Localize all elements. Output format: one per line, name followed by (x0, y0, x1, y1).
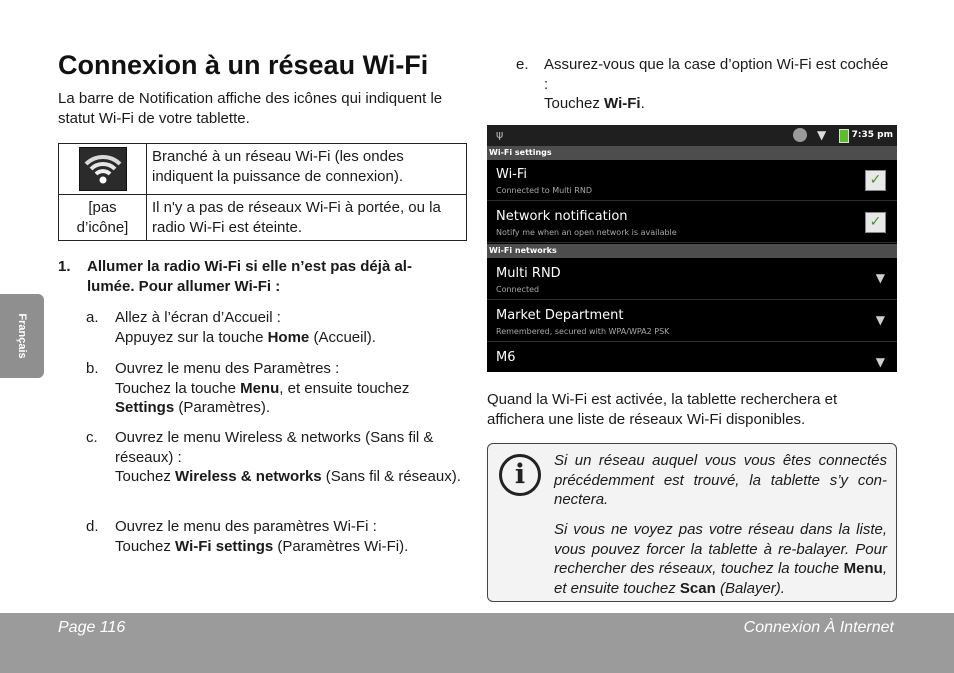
note-text: Si vous ne voyez pas votre réseau dans la liste, vous pouvez forcer la tablette à re-balayer. Pour rechercher des réseaux, touchez la touche (554, 521, 887, 577)
wifi-signal-icon: ▼ (875, 355, 885, 369)
section-name: Connexion À Internet (743, 619, 894, 636)
substep-line: Ouvrez le menu des Paramètres : (115, 360, 340, 377)
substep-text: . (640, 95, 645, 112)
substep-e (516, 55, 896, 114)
substep-text: Touchez (115, 537, 176, 555)
substep-line: Ouvrez le menu des paramètres Wi-Fi : (115, 518, 377, 535)
substep-text: Appuyez sur la touche (115, 328, 268, 346)
substep-bold: Wi-Fi settings (175, 537, 274, 555)
battery-icon (839, 129, 849, 143)
substep-bold: Wireless & networks (175, 468, 322, 485)
page-footer (0, 613, 954, 673)
wifi-signal-icon (79, 147, 127, 191)
setting-title: Network notification (496, 209, 628, 224)
wifi-status-table (58, 143, 467, 241)
substep-text: Touchez (544, 95, 605, 112)
setting-wifi-toggle[interactable] (487, 160, 897, 201)
note-paragraph: Si un réseau auquel vous vous êtes connectés précédemment est trouvé, la tablette s’y con-nectera. (554, 452, 887, 508)
page-title: Connexion à un réseau Wi-Fi (58, 50, 429, 80)
table-row (59, 195, 467, 241)
wifi-locked-signal-icon: ▼ (875, 313, 885, 327)
after-screen-paragraph: Quand la Wi-Fi est activée, la tablette recherchera et affichera une liste de réseaux Wi-Fi disponibles. (487, 391, 838, 428)
network-status: Remembered, secured with WPA/WPA2 PSK (496, 327, 670, 336)
network-status: Connected (496, 285, 540, 294)
network-name: M6 (496, 350, 516, 365)
language-label: Français (16, 313, 28, 359)
substep-bold: Home (267, 328, 310, 346)
substep-bold: Menu (240, 379, 280, 397)
network-item[interactable] (487, 343, 897, 372)
page-number: Page 116 (58, 619, 126, 636)
intro-paragraph: La barre de Notification affiche des icônes qui indiquent le statut Wi-Fi de votre tablette. (58, 90, 443, 127)
note-text: (Balayer). (715, 579, 785, 597)
substep-a (86, 308, 466, 347)
setting-subtitle: Connected to Multi RND (496, 186, 592, 195)
notification-checkbox[interactable]: ✓ (865, 212, 886, 233)
substep-b (86, 359, 466, 418)
language-tab (0, 294, 44, 378)
substep-letter: d. (86, 518, 99, 535)
wifi-locked-signal-icon: ▼ (875, 271, 885, 285)
usb-icon: ψ (496, 128, 504, 141)
substep-text: Touchez la touche (115, 379, 241, 397)
wifi-status-icon: ▼ (817, 128, 827, 142)
substep-letter: a. (86, 309, 99, 326)
substep-bold: Wi-Fi (604, 95, 641, 112)
info-note-box (487, 443, 897, 602)
step-text: Allumer la radio Wi-Fi si elle n’est pas déjà al-lumée. Pour allumer Wi-Fi : (87, 258, 412, 295)
network-item[interactable] (487, 301, 897, 342)
globe-icon (793, 128, 807, 142)
setting-title: Wi-Fi (496, 167, 528, 182)
wifi-checkbox[interactable]: ✓ (865, 170, 886, 191)
substep-letter: b. (86, 360, 99, 377)
step-1 (58, 257, 458, 296)
substep-c (86, 428, 466, 487)
section-header: Wi-Fi settings (487, 146, 897, 160)
setting-subtitle: Notify me when an open network is available (496, 228, 677, 237)
substep-text: (Paramètres). (174, 399, 271, 416)
table-row (59, 144, 467, 195)
substep-letter: c. (86, 429, 98, 446)
substep-text: (Accueil). (309, 328, 376, 346)
setting-network-notification[interactable] (487, 202, 897, 243)
network-item[interactable] (487, 259, 897, 300)
note-bold: Menu (843, 560, 883, 577)
status-time: 7:35 pm (851, 130, 893, 140)
substep-text: , et ensuite touchez (279, 379, 410, 397)
wifi-icon-cell (59, 144, 147, 195)
no-icon-cell: [pas d’icône] (59, 195, 147, 241)
info-icon: i (499, 454, 541, 496)
substep-line: Allez à l’écran d’Accueil : (115, 309, 281, 326)
no-network-description: Il n'y a pas de réseaux Wi-Fi à portée, ou la radio Wi-Fi est éteinte. (147, 195, 467, 241)
substep-d (86, 517, 466, 556)
substep-line: Assurez-vous que la case d’option Wi-Fi est cochée : (544, 56, 889, 93)
substep-line: Ouvrez le menu Wireless & networks (Sans fil & réseaux) : (115, 429, 434, 466)
substep-bold: Settings (115, 399, 175, 416)
status-bar (487, 125, 897, 146)
connected-description: Branché à un réseau Wi-Fi (les ondes indiquent la puissance de connexion). (147, 144, 467, 195)
substep-text: (Sans fil & réseaux). (321, 468, 461, 485)
substep-text: (Paramètres Wi-Fi). (273, 537, 409, 555)
substep-letter: e. (516, 56, 529, 73)
note-paragraph (554, 520, 887, 598)
section-header: Wi-Fi networks (487, 244, 897, 258)
note-bold: Scan (679, 579, 716, 597)
network-name: Market Department (496, 308, 624, 323)
substep-text: Touchez (115, 468, 176, 485)
step-number: 1. (58, 258, 71, 275)
network-name: Multi RND (496, 266, 561, 281)
note-text: , et ensuite touchez (554, 560, 887, 597)
wifi-settings-screenshot (487, 125, 897, 372)
